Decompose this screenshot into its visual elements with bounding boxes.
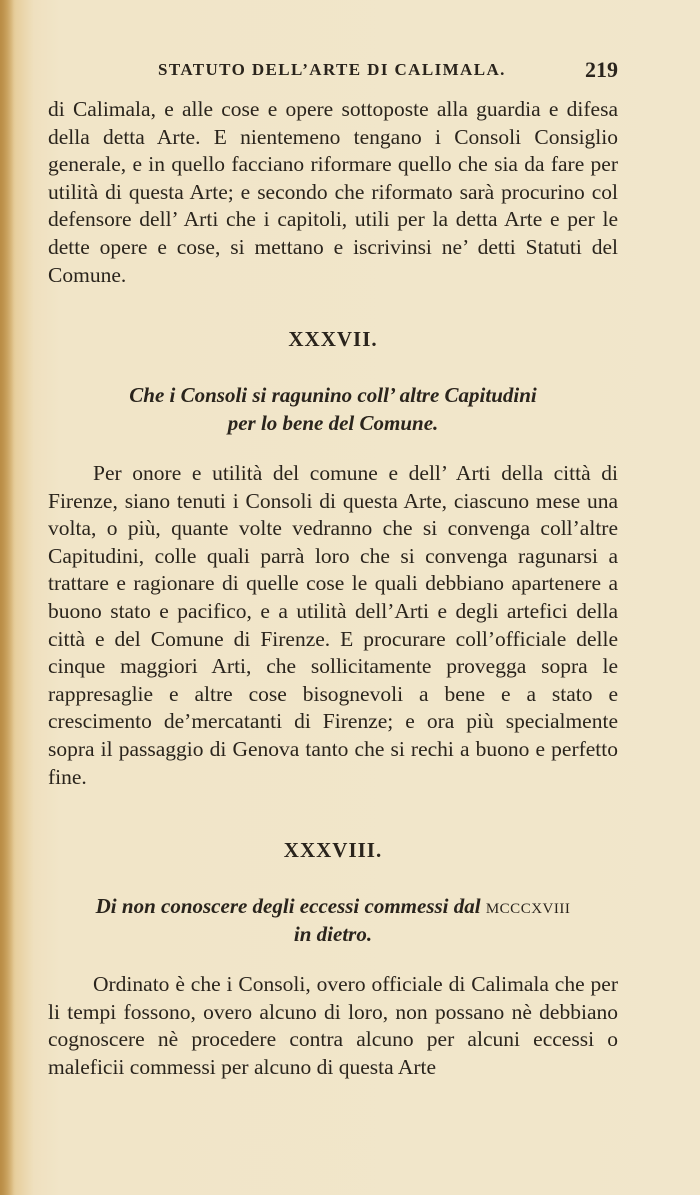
section-38-number: XXXVIII. [283,838,383,862]
section-38-rubric-text: Di non conoscere degli eccessi commessi dal [95,894,481,918]
running-head [48,57,618,86]
continuation-paragraph: di Calimala, e alle cose e opere sottoposte alla guardia e difesa della detta Arte. E nientemeno tengano i Consoli Consiglio generale, e in quello facciano riformare quello che sia da fare per utilità di questa Arte; e secondo che riformato sarà procurino col defensore dell’ Arti che i capitoli, utili per la detta Arte e per le dette opere e cose, si mettano e iscrivinsi ne’ detti Statuti del Comune. [48,97,618,287]
section-38-rubric-line-2: in dietro. [293,921,373,946]
page-number: 219 [585,57,618,82]
section-38-rubric-date: mcccxviii [485,894,571,918]
section-37-body: Per onore e utilità del comune e dell’ Arti della città di Firenze, siano tenuti i Consoli di questa Arte, ciascuno mese una volta, o più, quante volte vedranno che si convenga coll’altre Capitudini, colle quali parrà loro che si convenga ragunarsi a trattare e ragionare di quelle cose le quali debbiano apartenere a buono stato e pacifico, e a utilità dell’Arti e degli artefici della città e del Comune di Firenze. E procurare coll’officiale delle cinque maggiori Arti, che sollicitamente provegga sopra le rappresaglie e altre cose bisognevoli a bene e a stato e crescimento de’mercatanti di Firenze; e ora più specialmente sopra il passaggio di Genova tanto che si rechi a buono e perfetto fine. [48,461,618,789]
spine-shadow [0,0,14,1195]
section-37-rubric-line-1: Che i Consoli si ragunino coll’ altre Capitudini [129,383,537,407]
section-37-body-block [48,460,618,791]
section-37-number: XXXVII. [288,327,378,351]
section-38-body-block [48,971,618,1081]
continuation-paragraph-block [48,96,618,289]
running-title: STATUTO DELL’ARTE DI CALIMALA. [158,60,506,79]
section-37-rubric-line-2: per lo bene del Comune. [227,410,439,435]
section-37-rubric [48,382,618,437]
section-38-body: Ordinato è che i Consoli, overo officiale di Calimala che per li tempi fossono, overo alcuno di loro, non possano nè debbiano cognoscere nè procedere contra alcuno per alcuni eccessi o maleficii commessi per alcuno di questa Arte [48,972,618,1079]
section-38-rubric [48,893,618,948]
section-38-rubric-line-1 [48,893,618,921]
